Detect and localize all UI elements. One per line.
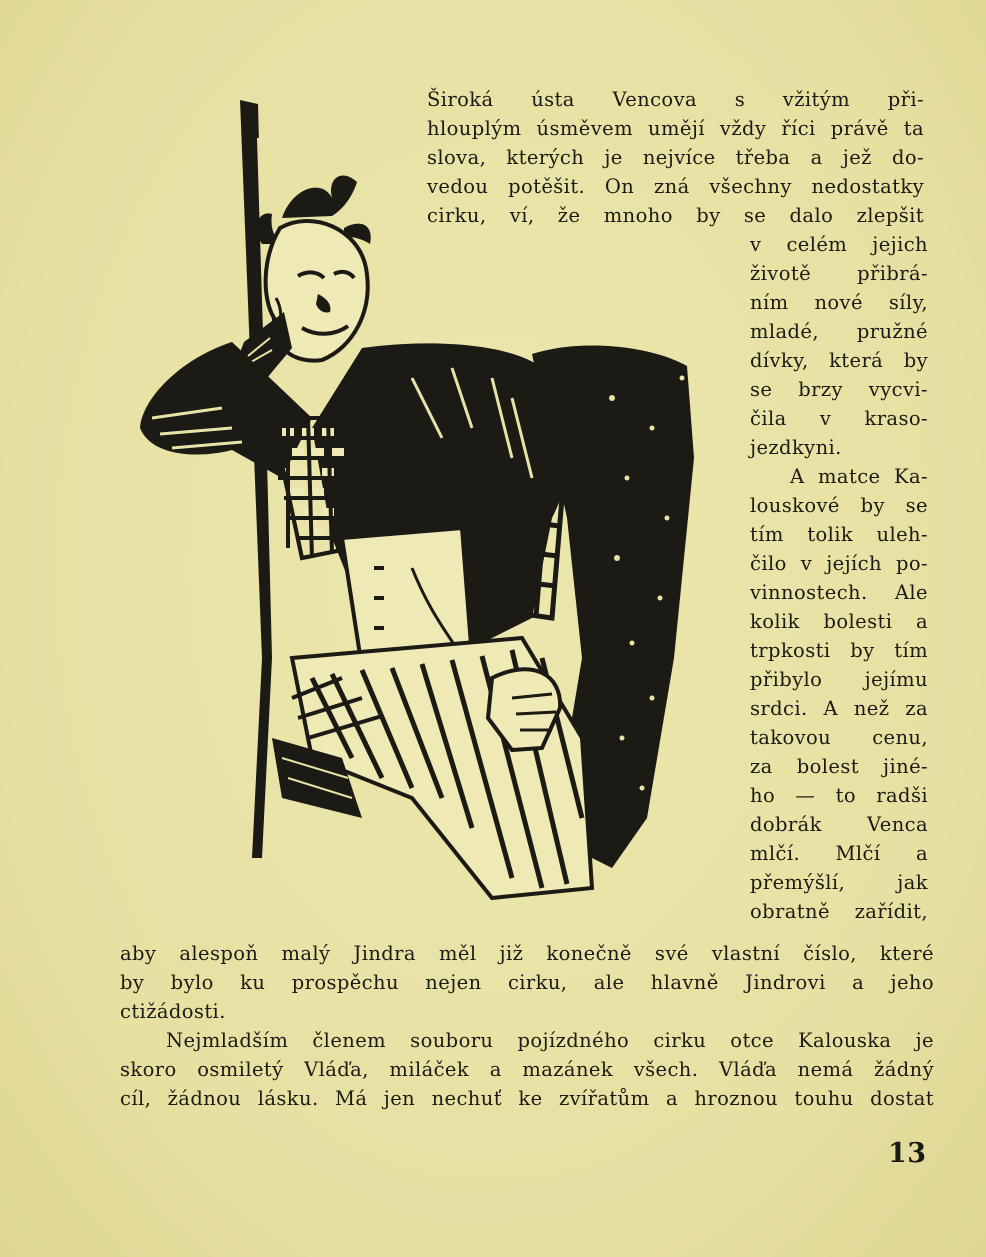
text-line: přemýšlí, jak <box>750 871 928 894</box>
text-line: přibylo jejímu <box>750 668 928 691</box>
text-line: mlčí. Mlčí a <box>750 842 928 865</box>
text-line: se brzy vycvi- <box>750 378 928 401</box>
text-line: A matce Ka- <box>790 465 928 488</box>
text-line: Široká ústa Vencova s vžitým při- <box>427 88 924 111</box>
text-line: louskové by se <box>750 494 928 517</box>
text-line: čila v kraso- <box>750 407 928 430</box>
text-line: v celém jejich <box>750 233 928 256</box>
page-number: 13 <box>888 1138 927 1169</box>
text-line: aby alespoň malý Jindra měl již konečně své vlastní číslo, které <box>120 942 934 965</box>
text-line: trpkosti by tím <box>750 639 928 662</box>
text-line: srdci. A než za <box>750 697 928 720</box>
text-line: takovou cenu, <box>750 726 928 749</box>
text-line: hlouplým úsměvem umějí vždy říci právě ta <box>427 117 924 140</box>
text-line: skoro osmiletý Vláďa, miláček a mazánek všech. Vláďa nemá žádný <box>120 1058 934 1081</box>
text-line: kolik bolesti a <box>750 610 928 633</box>
text-line: dobrák Venca <box>750 813 928 836</box>
text-line: Nejmladším členem souboru pojízdného cirku otce Kalouska je <box>166 1029 934 1052</box>
text-line: životě přibrá- <box>750 262 928 285</box>
text-line: slova, kterých je nejvíce třeba a jež do- <box>427 146 924 169</box>
text-line: ním nové síly, <box>750 291 928 314</box>
text-line: vedou potěšit. On zná všechny nedostatky <box>427 175 924 198</box>
text-line: jezdkyni. <box>750 436 842 459</box>
text-line: mladé, pružné <box>750 320 928 343</box>
text-line: cirku, ví, že mnoho by se dalo zlepšit <box>427 204 924 227</box>
text-line: obratně zařídit, <box>750 900 928 923</box>
text-line: ho — to radši <box>750 784 928 807</box>
text-line: vinnostech. Ale <box>750 581 928 604</box>
text-line: ctižádosti. <box>120 1000 226 1023</box>
text-line: tím tolik uleh- <box>750 523 928 546</box>
text-line: cíl, žádnou lásku. Má jen nechuť ke zvířatům a hroznou touhu dostat <box>120 1087 934 1110</box>
text-line: by bylo ku prospěchu nejen cirku, ale hlavně Jindrovi a jeho <box>120 971 934 994</box>
text-line: dívky, která by <box>750 349 928 372</box>
text-line: za bolest jiné- <box>750 755 928 778</box>
text-line: čilo v jejích po- <box>750 552 928 575</box>
